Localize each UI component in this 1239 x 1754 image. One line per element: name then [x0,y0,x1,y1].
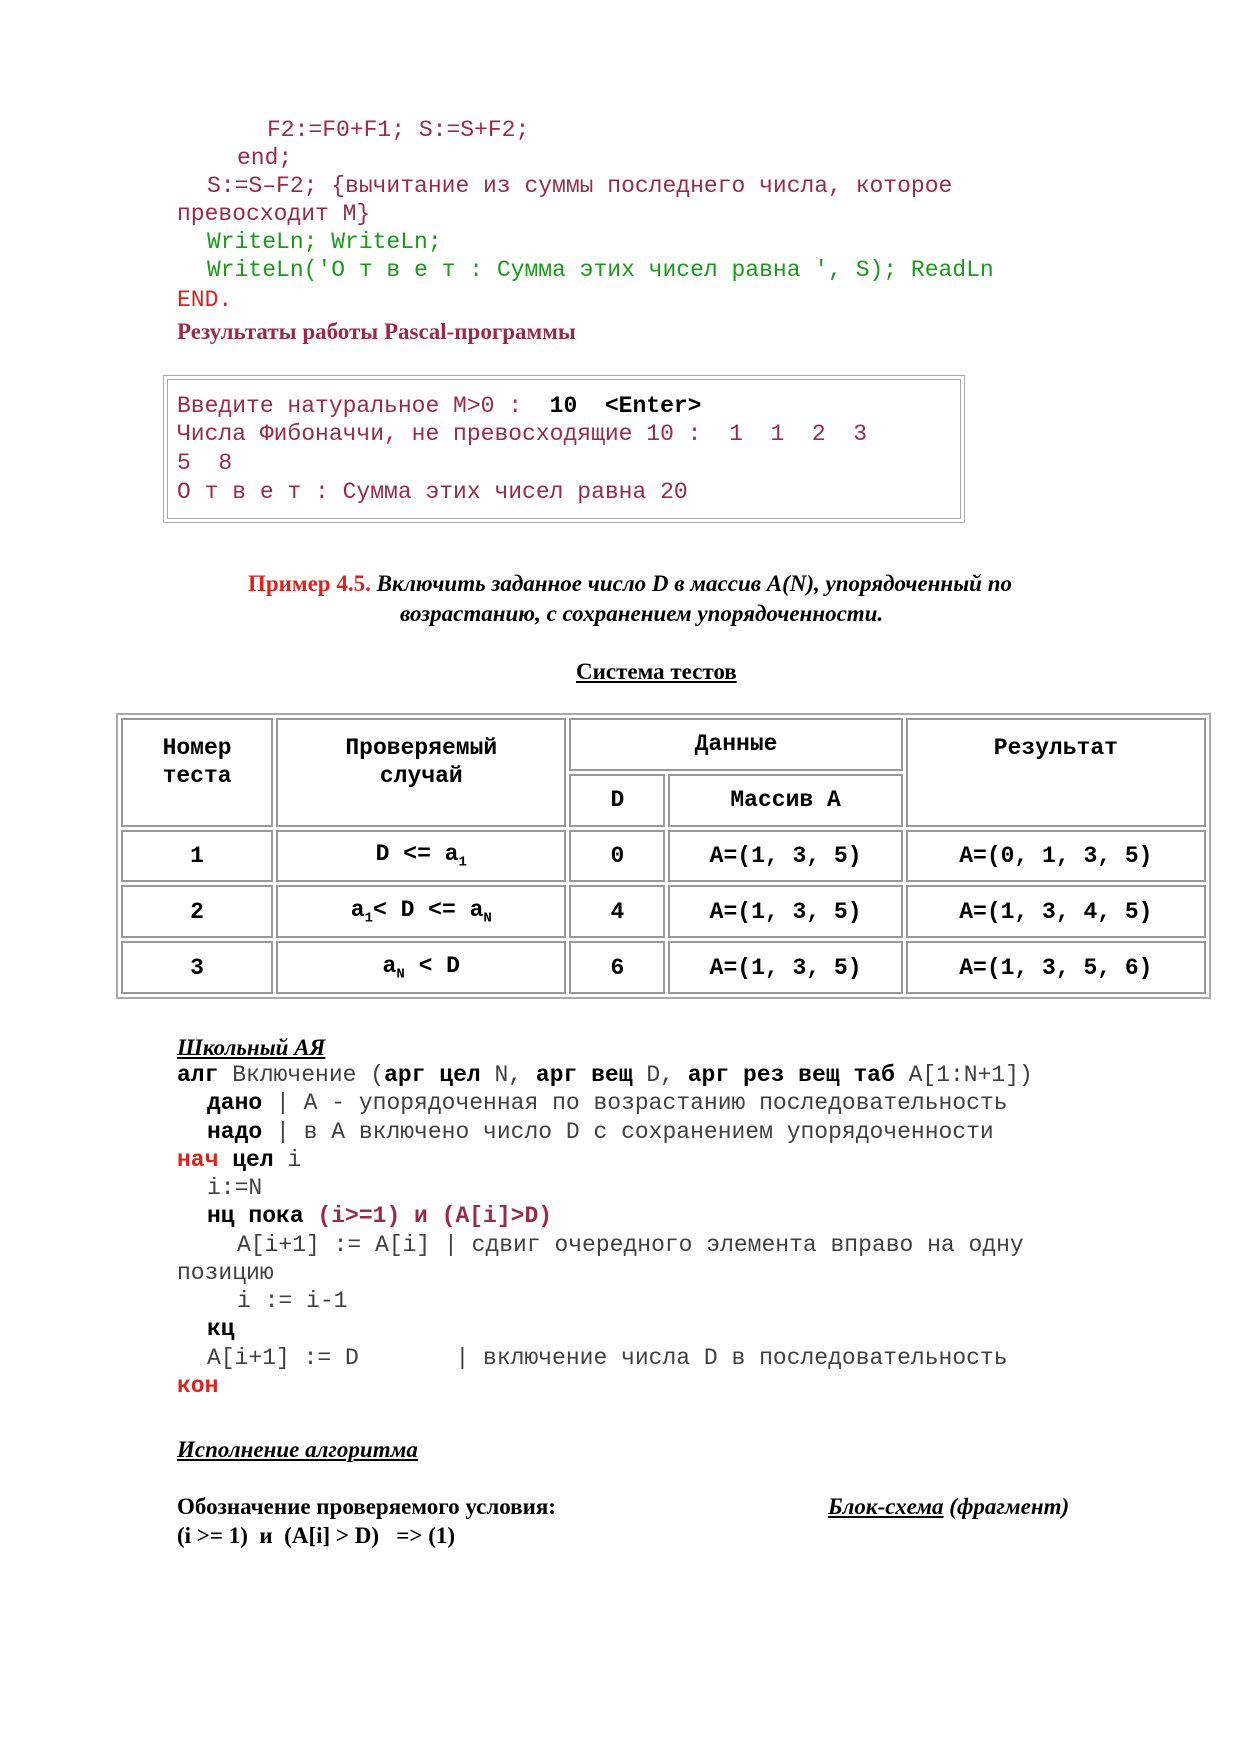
example-text: Включить заданное число D в массив A(N), упорядоченный по [370,571,1012,596]
cell-result: A=(1, 3, 5, 6) [906,941,1206,994]
output-line [177,392,702,420]
cell-result: A=(0, 1, 3, 5) [906,830,1206,883]
algo-line: нц пока (i>=1) и (A[i]>D) [207,1203,553,1229]
algo-line: i := i-1 [237,1288,348,1314]
tests-table [116,713,1211,999]
header-checked-case: Проверяемый случай [276,718,566,827]
cell-d: 0 [569,830,665,883]
algo-line: A[i+1] := A[i] | сдвиг очередного элемента вправо на одну [237,1232,1024,1258]
cell-num: 2 [121,885,273,938]
output-line: Числа Фибоначчи, не превосходящие 10 : 1 1 2 3 [177,421,868,447]
example-label: Пример 4.5. [248,571,371,596]
table-row [121,941,1206,994]
output-line: 5 8 [177,450,233,476]
code-line: превосходит М} [177,201,371,227]
tests-heading: Система тестов [576,659,737,684]
cell-case: $a_N < D$ [276,941,566,994]
header-d: D [569,774,665,827]
example-text-2: возрастанию, с сохранением упорядоченности. [400,601,884,626]
output-prompt: Введите натуральное М>0 : [177,393,536,419]
algo-line: позицию [177,1260,274,1286]
block-scheme-label: Блок-схема (фрагмент) [828,1494,1070,1519]
school-heading: Школьный АЯ [177,1035,326,1060]
header-test-number: Номер теста [121,718,273,827]
header-result: Результат [906,718,1206,827]
cell-array: A=(1, 3, 5) [668,830,902,883]
algo-line: дано | А - упорядоченная по возрастанию последовательность [207,1090,1008,1116]
algo-line: алг Включение (арг цел N, арг вещ D, арг рез вещ таб A[1:N+1]) [177,1062,1033,1088]
code-line: WriteLn('О т в е т : Сумма этих чисел равна ', S); ReadLn [207,257,994,283]
code-line-end: END. [177,287,233,313]
code-line: S:=S–F2; {вычитание из суммы последнего числа, которое [207,173,953,199]
code-line: end; [237,145,293,171]
cell-case: $a_1< D <= a_N$ [276,885,566,938]
cell-d: 4 [569,885,665,938]
algo-line: A[i+1] := D | включение числа D в последовательность [207,1345,1008,1371]
cell-num: 1 [121,830,273,883]
algo-line: нач цел i [177,1147,302,1173]
cell-case: $D <= a_1$ [276,830,566,883]
table-row [121,885,1206,938]
cell-d: 6 [569,941,665,994]
algo-line: кц [207,1316,235,1342]
cell-array: A=(1, 3, 5) [668,885,902,938]
algo-line: надо | в А включено число D с сохранением упорядоченности [207,1119,994,1145]
condition-label: Обозначение проверяемого условия: [177,1494,556,1519]
cell-result: A=(1, 3, 4, 5) [906,885,1206,938]
algo-line: i:=N [207,1175,263,1201]
condition-text: (i >= 1) и (A[i] > D) => (1) [177,1523,456,1548]
results-heading: Результаты работы Pascal-программы [177,319,576,344]
algo-line: кон [177,1373,219,1399]
example-title [248,570,1012,598]
output-input: 10 <Enter> [535,393,702,419]
header-array: Массив А [668,774,902,827]
exec-heading: Исполнение алгоритма [177,1437,418,1462]
table-row [121,830,1206,883]
code-line: F2:=F0+F1; S:=S+F2; [267,117,530,143]
cell-array: A=(1, 3, 5) [668,941,902,994]
cell-num: 3 [121,941,273,994]
code-line: WriteLn; WriteLn; [207,229,442,255]
header-data: Данные [569,718,902,771]
output-line: О т в е т : Сумма этих чисел равна 20 [177,479,688,505]
